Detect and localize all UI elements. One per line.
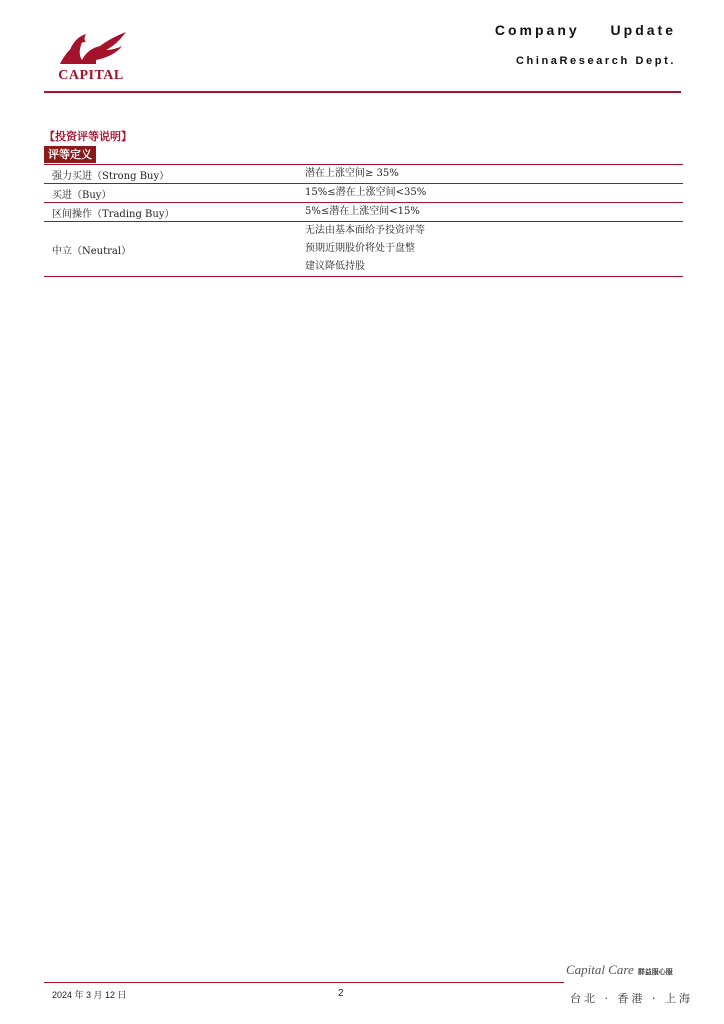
department: ChinaResearch Dept. <box>515 55 676 67</box>
rating-name: 中立（Neutral） <box>52 245 132 257</box>
logo-wordmark: CAPITAL <box>58 68 124 83</box>
definition-line: 预期近期股价将处于盘整 <box>305 243 415 254</box>
rating-name: 买进（Buy） <box>52 189 112 201</box>
section-title: 【投资评等说明】 <box>44 130 132 143</box>
capital-care-logo <box>566 962 673 978</box>
table-row <box>44 184 683 203</box>
definition-line: 潜在上涨空间≥ 35% <box>305 168 399 179</box>
capital-logo <box>46 30 136 86</box>
capital-care-cn: 群益服心服 <box>637 968 673 976</box>
table-row <box>44 203 683 222</box>
capital-care-wordmark: Capital Care <box>566 962 634 977</box>
capital-logo-mark-icon <box>56 30 128 68</box>
definition-line: 建议降低持股 <box>305 261 365 272</box>
footer-divider <box>44 982 564 983</box>
rating-name: 区间操作（Trading Buy） <box>52 208 175 220</box>
rating-table <box>44 164 683 277</box>
office-cities: 台北 · 香港 · 上海 <box>570 992 693 1005</box>
definition-line: 无法由基本面给予投资评等 <box>305 225 425 236</box>
rating-definition <box>297 203 683 222</box>
report-type: Company Update <box>494 22 676 38</box>
definition-line: 5%≤潜在上涨空间<15% <box>305 206 420 217</box>
rating-definition <box>297 184 683 203</box>
rating-definition <box>297 222 683 277</box>
table-row <box>44 222 683 277</box>
page-number: 2 <box>338 988 344 999</box>
report-date: 2024 年 3 月 12 日 <box>52 990 127 1000</box>
definition-badge: 评等定义 <box>44 146 96 163</box>
definition-line: 15%≤潜在上涨空间<35% <box>305 187 427 198</box>
rating-name: 强力买进（Strong Buy） <box>52 170 170 182</box>
table-row <box>44 165 683 184</box>
header-divider <box>44 91 681 93</box>
rating-definition <box>297 165 683 184</box>
